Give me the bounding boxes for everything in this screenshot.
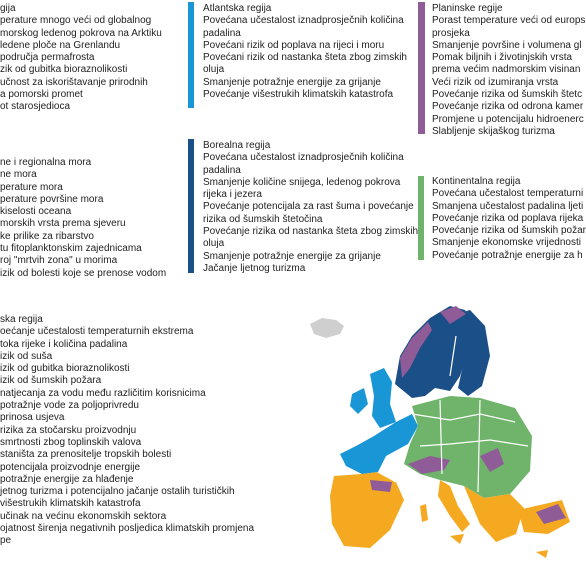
mediterranean-line: višestrukih klimatskih katastrofa	[0, 498, 141, 510]
mountain-line: prosjeka	[432, 27, 470, 39]
cyprus-shape	[536, 550, 548, 558]
atlantic-line: Atlantska regija	[203, 3, 272, 14]
mediterranean-line: oećanje učestalosti temperaturnih ekstrema	[0, 326, 194, 338]
sea-line: ke prilike za ribarstvo	[0, 230, 94, 242]
atlantic-line: Povećani rizik od poplava na rijeci i moru	[203, 39, 385, 51]
sea-line: perature površine mora	[0, 193, 104, 205]
sea-line: tu fitoplanktonskim zajednicama	[0, 243, 142, 255]
iceland-shape	[310, 318, 344, 338]
mediterranean-line: staništa za prenositelje tropskih bolesti	[0, 449, 172, 461]
mediterranean-line: prinosa usjeva	[0, 412, 65, 424]
arctic-line: učnost za iskorištavanje prirodnih	[0, 76, 148, 88]
arctic-line: perature mnogo veći od globalnog	[0, 15, 152, 27]
mountain-line: Smanjenje površine i volumena gl	[432, 39, 582, 51]
mediterranean-line: pe	[0, 535, 12, 547]
mediterranean-line: rizika za stočarsku proizvodnju	[0, 424, 137, 436]
atlantic-line: Povećana učestalost iznadprosječnih količina	[203, 15, 404, 27]
continental-line: Kontinentalna regija	[432, 176, 521, 187]
mountain-color-bar	[418, 2, 425, 134]
sea-line: perature mora	[0, 181, 63, 193]
mountain-line: Porast temperature veći od europs	[432, 15, 586, 27]
mountain-region-block	[432, 3, 586, 138]
arctic-line: ledene ploče na Grenlandu	[0, 39, 121, 51]
continental-line: Smanjena učestalost padalina ljeti	[432, 200, 584, 212]
mediterranean-line: potražnje energije za hlađenje	[0, 473, 134, 485]
mediterranean-line: smrtnosti zbog toplinskih valova	[0, 436, 142, 448]
sea-line: kiselosti oceana	[0, 206, 72, 218]
mediterranean-line: jetnog turizma i potencijalno jačanje ostalih turističkih	[0, 486, 235, 498]
arctic-line: zik od gubitka bioraznolikosti	[0, 64, 128, 76]
continental-line: Smanjenje ekonomske vrijednosti	[432, 237, 581, 249]
arctic-line: područja permafrosta	[0, 52, 95, 64]
boreal-line: Povećana učestalost iznadprosječnih količina	[203, 152, 404, 164]
boreal-line: Smanjenje potražnje energije za grijanje	[203, 250, 381, 262]
mediterranean-line: potražnje vode za poljoprivredu	[0, 400, 139, 412]
boreal-color-bar	[188, 139, 194, 273]
continental-color-bar	[418, 176, 424, 260]
boreal-line: padalina	[203, 164, 241, 176]
sea-line: morskih vrsta prema sjeveru	[0, 218, 126, 230]
arctic-line: morskog ledenog pokrova na Arktiku	[0, 27, 162, 39]
mountain-line: Veći rizik od izumiranja vrsta	[432, 76, 559, 88]
continental-region-block	[432, 176, 586, 262]
mediterranean-line: ska regija	[0, 314, 43, 325]
atlantic-line: Smanjenje potražnje energije za grijanje	[203, 76, 381, 88]
mountain-line: Pomak biljnih i životinjskih vrsta	[432, 52, 573, 64]
sea-line: ne i regionalna mora	[0, 157, 92, 168]
continental-line: Povećana učestalost temperaturni	[432, 188, 584, 200]
mediterranean-line: natjecanja za vodu među različitim korisnicima	[0, 387, 206, 399]
mediterranean-line: izik od šumskih požara	[0, 375, 102, 387]
arctic-line: a pomorski promet	[0, 89, 83, 101]
sicily-shape	[450, 534, 464, 544]
boreal-line: Borealna regija	[203, 140, 271, 151]
atlantic-line: Povećani rizik od nastanka šteta zbog zimskih	[203, 52, 407, 64]
sea-region-block	[0, 157, 185, 280]
continental-line: Povećanje potražnje energije za h	[432, 249, 583, 261]
mountain-line: Povećanje rizika od šumskih štetc	[432, 89, 583, 101]
continental-region-shape	[404, 396, 532, 498]
mountain-line: Planinske regije	[432, 3, 503, 14]
mediterranean-line: ojatnost širenja negativnih posljedica klimatskih promjena	[0, 523, 255, 535]
boreal-region-block	[203, 140, 418, 275]
atlantic-region-block	[203, 3, 418, 101]
continental-line: Povećanje rizika od šumskih požar	[432, 225, 586, 237]
arctic-line: gija	[0, 3, 16, 14]
boreal-line: Smanjenje količine snijega, ledenog pokrova	[203, 176, 401, 188]
arctic-line: ot starosjedioca	[0, 101, 71, 113]
boreal-line: oluja	[203, 238, 225, 250]
ireland-shape	[350, 388, 368, 414]
europe-climate-region-map	[300, 296, 570, 566]
atlantic-color-bar	[188, 2, 194, 108]
great-britain-shape	[370, 368, 396, 428]
mountain-line: Povećanje rizika od odrona kamer	[432, 101, 584, 113]
atlantic-line: oluja	[203, 64, 225, 76]
boreal-line: Povećanje potencijala za rast šuma i povećanje	[203, 201, 414, 213]
mediterranean-line: izik od suša	[0, 350, 53, 362]
mediterranean-region-block	[0, 314, 330, 548]
boreal-line: rijeka i jezera	[203, 189, 262, 201]
mountain-line: Slabljenje skijaškog turizma	[432, 125, 555, 137]
sea-line: izik od bolesti koje se prenose vodom	[0, 267, 167, 279]
mediterranean-line: potencijala proizvodnje energije	[0, 461, 141, 473]
sea-line: roj "mrtvih zona" u morima	[0, 255, 118, 267]
atlantic-line: Povećanje višestrukih klimatskih katastrofa	[203, 89, 394, 101]
boreal-line: rizika od šumskih štetočina	[203, 213, 323, 225]
atlantic-line: padalina	[203, 27, 241, 39]
boreal-line: Povećanje rizika od nastanka šteta zbog zimskih	[203, 226, 419, 238]
mediterranean-line: izik od gubitka bioraznolikosti	[0, 363, 130, 375]
mediterranean-line: učinak na većinu ekonomskih sektora	[0, 510, 167, 522]
iberia-mediterranean-shape	[330, 472, 404, 548]
arctic-region-block	[0, 3, 185, 114]
mountain-line: Promjene u potencijalu hidroenerc	[432, 113, 584, 125]
continental-line: Povećanje rizika od poplava rijeka	[432, 212, 584, 224]
boreal-line: Jačanje ljetnog turizma	[203, 262, 306, 274]
sardinia-shape	[420, 504, 428, 522]
mountain-line: prema većim nadmorskim visinan	[432, 64, 581, 76]
mediterranean-line: toka rijeke i količina padalina	[0, 338, 128, 350]
sea-line: ne mora	[0, 169, 37, 181]
